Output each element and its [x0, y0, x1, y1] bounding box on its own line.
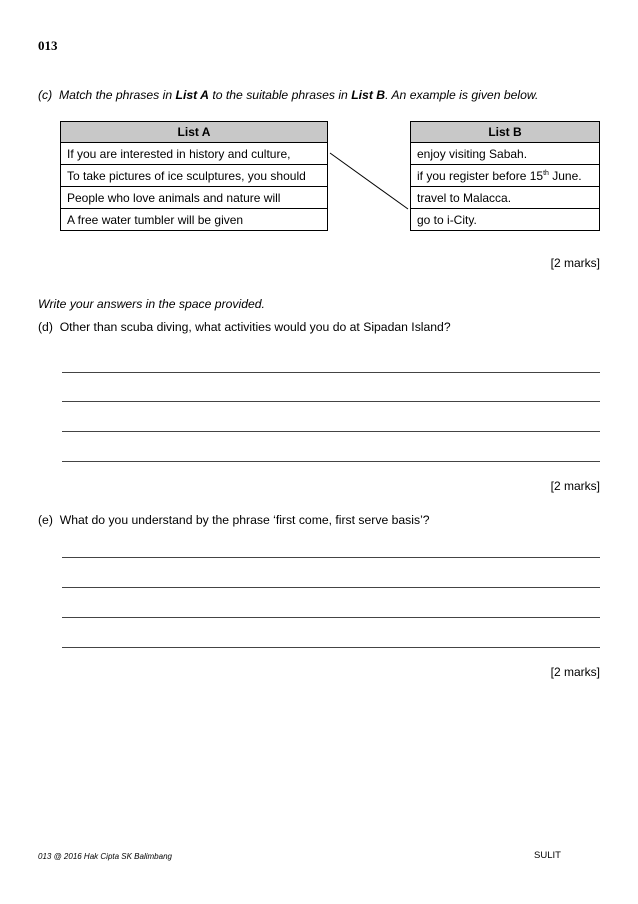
answer-instruction: Write your answers in the space provided.: [38, 297, 265, 311]
question-e-text: What do you understand by the phrase ‘first come, first serve basis’?: [59, 513, 430, 527]
list-b-item[interactable]: if you register before 15th June.: [411, 165, 600, 187]
list-a-item[interactable]: People who love animals and nature will: [61, 187, 328, 209]
list-a-item[interactable]: To take pictures of ice sculptures, you should: [61, 165, 328, 187]
answer-line-e3[interactable]: [62, 617, 600, 618]
answer-line-e1[interactable]: [62, 557, 600, 558]
footer-copyright: 013 @ 2016 Hak Cipta SK Balimbang: [38, 852, 172, 861]
answer-line-d2[interactable]: [62, 401, 600, 402]
question-c-prompt: (c) Match the phrases in List A to the suitable phrases in List B. An example is given below.: [38, 88, 539, 102]
list-a-item[interactable]: A free water tumbler will be given: [61, 209, 328, 231]
list-a-table: [60, 121, 328, 231]
list-a-header: List A: [61, 122, 328, 143]
answer-line-d3[interactable]: [62, 431, 600, 432]
list-b-table: [410, 121, 600, 231]
list-a-item[interactable]: If you are interested in history and culture,: [61, 143, 328, 165]
question-c-label: (c): [38, 88, 53, 102]
paper-code: 013: [38, 38, 58, 53]
question-e-label: (e): [38, 513, 53, 527]
list-b-item[interactable]: enjoy visiting Sabah.: [411, 143, 600, 165]
answer-line-d4[interactable]: [62, 461, 600, 462]
answer-line-e2[interactable]: [62, 587, 600, 588]
question-d-marks: [2 marks]: [550, 479, 600, 493]
question-e-marks: [2 marks]: [550, 665, 600, 679]
list-b-item[interactable]: travel to Malacca.: [411, 187, 600, 209]
answer-line-e4[interactable]: [62, 647, 600, 648]
question-d-prompt: [38, 320, 451, 334]
question-d-label: (d): [38, 320, 53, 334]
list-b-item[interactable]: go to i-City.: [411, 209, 600, 231]
question-c-marks: [2 marks]: [550, 256, 600, 270]
footer-classification: SULIT: [534, 850, 561, 861]
list-b-header: List B: [411, 122, 600, 143]
answer-line-d1[interactable]: [62, 372, 600, 373]
question-e-prompt: [38, 513, 430, 527]
question-d-text: Other than scuba diving, what activities would you do at Sipadan Island?: [59, 320, 451, 334]
